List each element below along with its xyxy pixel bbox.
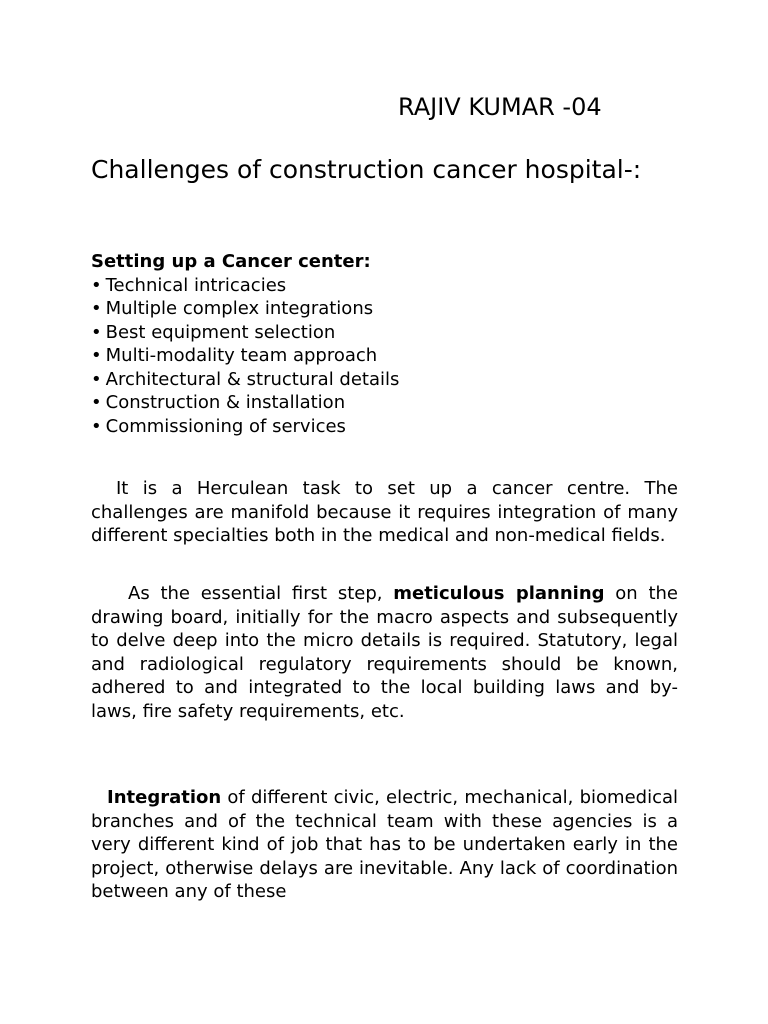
bullet-icon: • [91, 274, 102, 296]
list-item [91, 274, 681, 298]
paragraph-text: As the essential first step, [128, 583, 394, 604]
list-item-text: Multiple complex integrations [105, 298, 374, 319]
paragraph-text: on the drawing board, initially for the macro aspects and subsequently to delve deep into the micro details is required. Statutory, legal and radiological regulatory requirements should be known, adhered to and integrated to the local building laws and by-laws, fire safety requirements, etc. [91, 583, 678, 722]
bullet-icon: • [91, 368, 102, 390]
list-item [91, 368, 681, 392]
list-item [91, 297, 681, 321]
bullet-icon: • [91, 345, 102, 366]
author-name: RAJIV KUMAR -04 [398, 93, 602, 121]
document-title: Challenges of construction cancer hospital-: [91, 155, 642, 184]
paragraph-text: of different civic, electric, mechanical, biomedical branches and of the technical team with these agencies is a very different kind of job that has to be undertaken early in the project, otherwise delays are inevitable. Any lack of coordination between any of these [91, 787, 678, 902]
list-item-text: Technical intricacies [105, 274, 287, 296]
challenge-list [91, 274, 681, 439]
list-item [91, 391, 681, 415]
list-item [91, 415, 681, 439]
bullet-icon: • [91, 298, 102, 319]
bullet-icon: • [91, 392, 102, 413]
bullet-icon: • [91, 321, 102, 343]
list-item-text: Construction & installation [105, 392, 346, 413]
emphasis-text: meticulous planning [393, 583, 605, 604]
paragraph-integration [91, 786, 678, 904]
list-item-text: Architectural & structural details [105, 368, 400, 390]
list-item-text: Multi-modality team approach [105, 345, 378, 366]
section-heading: Setting up a Cancer center: [91, 251, 371, 272]
list-item-text: Best equipment selection [105, 321, 336, 343]
bullet-icon: • [91, 415, 102, 437]
cancer-center-section [91, 250, 681, 438]
emphasis-text: Integration [107, 787, 222, 808]
paragraph-herculean-task: It is a Herculean task to set up a cancer centre. The challenges are manifold because it requires integration of many different specialties both in the medical and non-medical fields. [91, 478, 678, 546]
list-item [91, 321, 681, 345]
list-item-text: Commissioning of services [105, 415, 346, 437]
list-item [91, 344, 681, 368]
paragraph-meticulous-planning [91, 582, 678, 723]
